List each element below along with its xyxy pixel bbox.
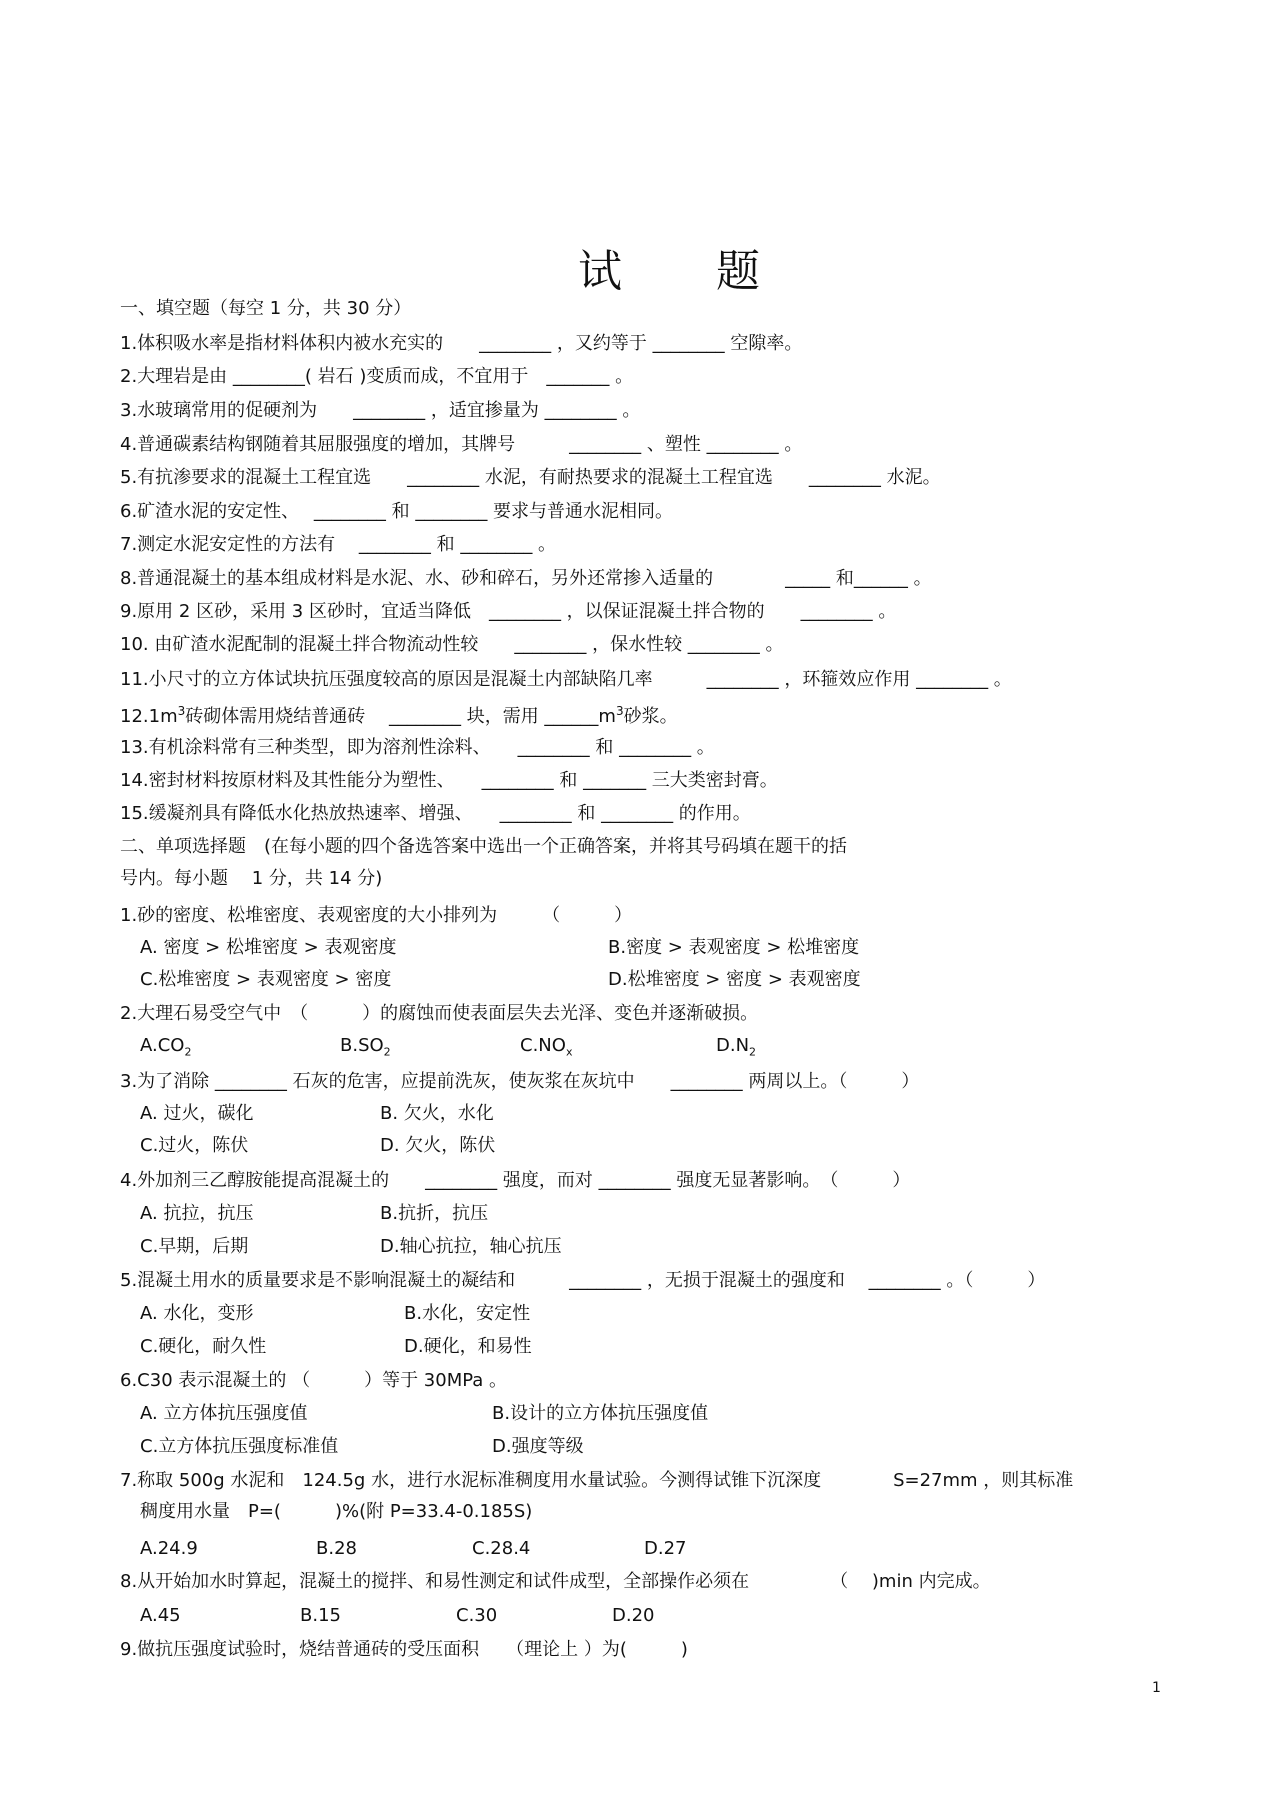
q2-option-d: $D.N_2$ xyxy=(716,1035,757,1059)
q3-option-b: B. 欠火，水化 xyxy=(380,1103,494,1124)
choice-question-9: 9.做抗压强度试验时，烧结普通砖的受压面积 （理论上 ）为( ) xyxy=(120,1639,688,1660)
q3-option-c: C.过火，陈伏 xyxy=(140,1135,249,1156)
choice-question-2: 2.大理石易受空气中 （ ）的腐蚀而使表面层失去光泽、变色并逐渐破损。 xyxy=(120,1003,759,1024)
choice-question-6: 6.C30 表示混凝土的 （ ）等于 30MPa 。 xyxy=(120,1370,508,1391)
q7-option-b: B.28 xyxy=(316,1538,357,1559)
q6-option-c: C.立方体抗压强度标准值 xyxy=(140,1436,339,1457)
q8-option-a: A.45 xyxy=(140,1605,181,1626)
page-number: 1 xyxy=(1152,1680,1161,1696)
section2-heading-line2: 号内。每小题 1 分，共 14 分) xyxy=(120,868,383,889)
q2-option-a: $A.CO_2$ xyxy=(140,1035,192,1059)
q8-option-d: D.20 xyxy=(612,1605,655,1626)
q6-option-b: B.设计的立方体抗压强度值 xyxy=(492,1403,709,1424)
choice-question-1: 1.砂的密度、松堆密度、表观密度的大小排列为 （ ） xyxy=(120,905,633,926)
fill-question-3: 3.水玻璃常用的促硬剂为 ________ ，适宜掺量为 ________ 。 xyxy=(120,400,641,421)
choice-question-4: 4.外加剂三乙醇胺能提高混凝土的 ________ 强度，而对 ________ 强度无显著影响。 （ ） xyxy=(120,1170,911,1191)
q7-option-a: A.24.9 xyxy=(140,1538,198,1559)
title-char-1: 试 xyxy=(578,246,624,297)
q7-option-c: C.28.4 xyxy=(472,1538,531,1559)
fill-question-13: 13.有机涂料常有三种类型，即为溶剂性涂料、 ________ 和 ________ 。 xyxy=(120,737,715,758)
choice-question-5: 5.混凝土用水的质量要求是不影响混凝土的凝结和 ________ ，无损于混凝土的强度和 ________ 。（ ） xyxy=(120,1270,1046,1291)
fill-question-9: 9.原用 2 区砂，采用 3 区砂时，宜适当降低 ________ ，以保证混凝土拌合物的 ________ 。 xyxy=(120,601,897,622)
fill-question-15: 15.缓凝剂具有降低水化热放热速率、增强、 ________ 和 ________ 的作用。 xyxy=(120,803,751,824)
choice-question-8: 8.从开始加水时算起，混凝土的搅拌、和易性测定和试件成型，全部操作必须在 （ )min 内完成。 xyxy=(120,1571,991,1592)
q1-option-b: B.密度 > 表观密度 > 松堆密度 xyxy=(608,937,860,958)
q8-option-c: C.30 xyxy=(456,1605,498,1626)
q3-option-d: D. 欠火，陈伏 xyxy=(380,1135,496,1156)
fill-question-2: 2.大理岩是由 ________( 岩石 )变质而成，不宜用于 _______ 。 xyxy=(120,366,634,387)
fill-question-1: 1.体积吸水率是指材料体积内被水充实的 ________ ，又约等于 ________ 空隙率。 xyxy=(120,333,803,354)
choice-question-7-line2: 稠度用水量 P=( )%(附 P=33.4-0.185S) xyxy=(140,1501,533,1522)
section2-heading-line1: 二、单项选择题 (在每小题的四个备选答案中选出一个正确答案，并将其号码填在题干的括 xyxy=(120,836,848,857)
title-char-2: 题 xyxy=(716,246,762,297)
fill-question-6: 6.矿渣水泥的安定性、 ________ 和 ________ 要求与普通水泥相同。 xyxy=(120,501,674,522)
q8-option-b: B.15 xyxy=(300,1605,341,1626)
q5-option-c: C.硬化，耐久性 xyxy=(140,1336,267,1357)
q1-option-c: C.松堆密度 > 表观密度 > 密度 xyxy=(140,969,392,990)
fill-question-8: 8.普通混凝土的基本组成材料是水泥、水、砂和碎石，另外还常掺入适量的 _____ 和______ 。 xyxy=(120,568,932,589)
q4-option-a: A. 抗拉，抗压 xyxy=(140,1203,254,1224)
fill-question-14: 14.密封材料按原材料及其性能分为塑性、 ________ 和 _______ 三大类密封膏。 xyxy=(120,770,778,791)
q1-option-a: A. 密度 > 松堆密度 > 表观密度 xyxy=(140,937,397,958)
choice-question-7-line1: 7.称取 500g 水泥和 124.5g 水，进行水泥标准稠度用水量试验。今测得试锥下沉深度 S=27mm ，则其标准 xyxy=(120,1470,1074,1491)
fill-question-12: $12.1m^3$砖砌体需用烧结普通砖 ________ 块，需用 $\_\_\_\_\_\_m^3$砂浆。 xyxy=(120,704,678,727)
q5-option-d: D.硬化，和易性 xyxy=(404,1336,532,1357)
page-title xyxy=(578,246,762,298)
section1-heading: 一、填空题（每空 1 分，共 30 分） xyxy=(120,298,412,319)
q5-option-a: A. 水化，变形 xyxy=(140,1303,254,1324)
q3-option-a: A. 过火，碳化 xyxy=(140,1103,254,1124)
q6-option-d: D.强度等级 xyxy=(492,1436,584,1457)
q2-option-c: $C.NO_x$ xyxy=(520,1035,573,1059)
q4-option-b: B.抗折，抗压 xyxy=(380,1203,489,1224)
fill-question-5: 5.有抗渗要求的混凝土工程宜选 ________ 水泥，有耐热要求的混凝土工程宜选 ________ 水泥。 xyxy=(120,467,941,488)
choice-question-3: 3.为了消除 ________ 石灰的危害，应提前洗灰，使灰浆在灰坑中 ________ 两周以上。（ ） xyxy=(120,1071,920,1092)
q7-option-d: D.27 xyxy=(644,1538,687,1559)
q1-option-d: D.松堆密度 > 密度 > 表观密度 xyxy=(608,969,861,990)
q4-option-c: C.早期，后期 xyxy=(140,1236,249,1257)
q4-option-d: D.轴心抗拉，轴心抗压 xyxy=(380,1236,562,1257)
fill-question-11: 11.小尺寸的立方体试块抗压强度较高的原因是混凝土内部缺陷几率 ________ ，环箍效应作用 ________ 。 xyxy=(120,669,1012,690)
fill-question-7: 7.测定水泥安定性的方法有 ________ 和 ________ 。 xyxy=(120,534,557,555)
fill-question-4: 4.普通碳素结构钢随着其屈服强度的增加，其牌号 ________ 、塑性 ________ 。 xyxy=(120,434,803,455)
q5-option-b: B.水化，安定性 xyxy=(404,1303,531,1324)
fill-question-10: 10. 由矿渣水泥配制的混凝土拌合物流动性较 ________ ，保水性较 ________ 。 xyxy=(120,634,784,655)
q2-option-b: $B.SO_2$ xyxy=(340,1035,391,1059)
q6-option-a: A. 立方体抗压强度值 xyxy=(140,1403,308,1424)
